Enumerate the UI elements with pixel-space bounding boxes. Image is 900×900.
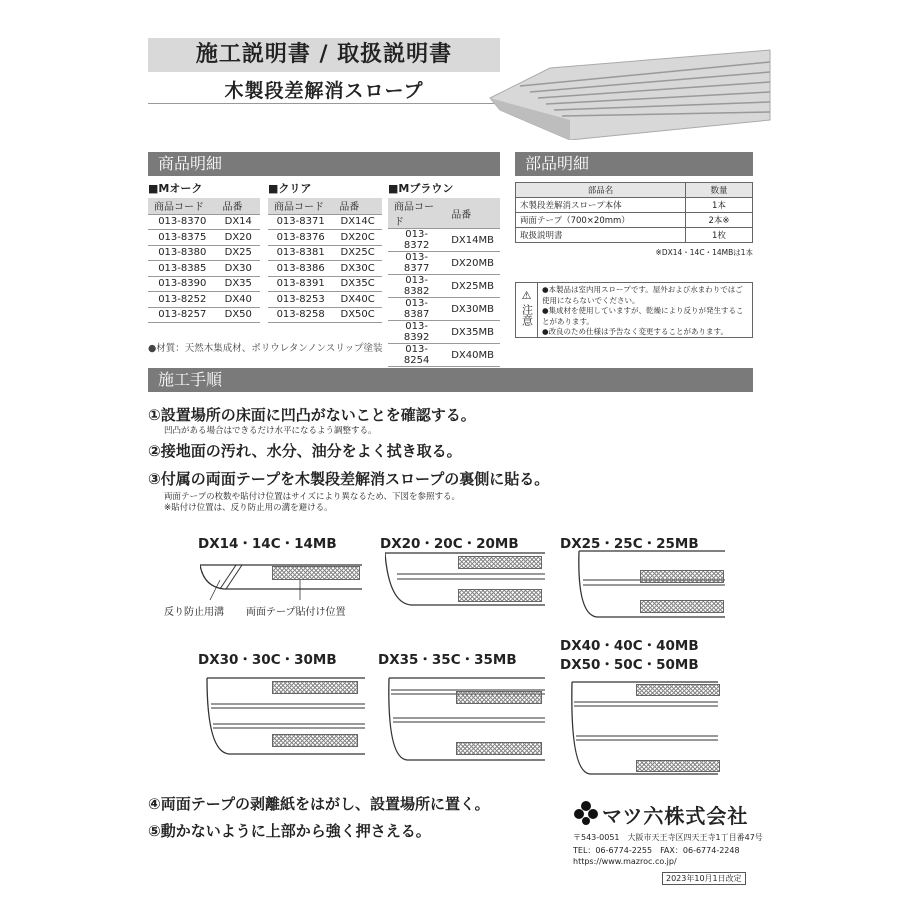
- cell: DX35MB: [445, 321, 500, 344]
- product-group-clear: [268, 180, 382, 323]
- col-part: 品番: [445, 198, 500, 229]
- cell: DX20: [217, 230, 260, 246]
- product-table-oak: [148, 198, 260, 323]
- diagram-label-dx30: DX30・30C・30MB: [198, 652, 337, 668]
- table-row: [388, 321, 500, 344]
- company-name: マツ六株式会社: [602, 804, 749, 828]
- revision-date: 2023年10月1日改定: [662, 872, 746, 885]
- table-row: [388, 229, 500, 252]
- tape-position-dx25-1: [640, 570, 724, 583]
- cell: DX40MB: [445, 344, 500, 367]
- diagram-label-dx14: DX14・14C・14MB: [198, 536, 337, 552]
- table-row: [148, 261, 260, 277]
- col-part: 品番: [217, 198, 260, 214]
- cell: 013-8387: [388, 298, 445, 321]
- group-title: ■Mブラウン: [388, 182, 454, 195]
- cell: DX25C: [333, 245, 382, 261]
- tape-position-dx30-2: [272, 734, 358, 747]
- cell: 013-8385: [148, 261, 217, 277]
- cell: 013-8392: [388, 321, 445, 344]
- caution-item: ●集成材を使用していますが、乾燥により反りが発生することがあります。: [542, 306, 744, 326]
- cell: 013-8382: [388, 275, 445, 298]
- cell: 013-8258: [268, 307, 333, 323]
- product-group-brown: [388, 180, 500, 390]
- step-1-note: 凹凸がある場合はできるだけ水平になるよう調整する。: [164, 426, 377, 436]
- step-2: ②接地面の汚れ、水分、油分をよく拭き取る。: [148, 442, 462, 460]
- cell: 013-8370: [148, 214, 217, 230]
- tape-position-dx30-1: [272, 681, 358, 694]
- product-table-clear: [268, 198, 382, 323]
- cell: DX14: [217, 214, 260, 230]
- group-title: ■クリア: [268, 182, 312, 195]
- table-row: [148, 214, 260, 230]
- caution-label: [516, 283, 538, 337]
- tape-position-dx20-1: [458, 556, 542, 569]
- cell: 013-8375: [148, 230, 217, 246]
- label-tape: 両面テープ貼付け位置: [246, 607, 346, 618]
- company-address: 〒543-0051 大阪市天王寺区四天王寺1丁目番47号: [573, 833, 763, 842]
- col-part-name: 部品名: [516, 183, 686, 198]
- cell: DX25: [217, 245, 260, 261]
- table-row: [388, 252, 500, 275]
- cell: 013-8257: [148, 307, 217, 323]
- cell: 013-8381: [268, 245, 333, 261]
- parts-table: [515, 182, 753, 243]
- col-part: 品番: [333, 198, 382, 214]
- tape-position-dx25-2: [640, 600, 724, 613]
- table-row: [148, 230, 260, 246]
- cell: 013-8252: [148, 292, 217, 308]
- diagram-label-dx35: DX35・35C・35MB: [378, 652, 517, 668]
- cell: 013-8377: [388, 252, 445, 275]
- diagram-label-dx25: DX25・25C・25MB: [560, 536, 699, 552]
- warning-icon: ⚠: [521, 289, 532, 302]
- subtitle-rule: [148, 103, 500, 104]
- col-code: 商品コード: [388, 198, 445, 229]
- tape-position-dx40-1: [636, 684, 720, 696]
- group-title: ■Mオーク: [148, 182, 203, 195]
- col-qty: 数量: [686, 183, 753, 198]
- step-3: ③付属の両面テープを木製段差解消スロープの裏側に貼る。: [148, 470, 550, 488]
- table-row: [148, 245, 260, 261]
- cell: 両面テープ（700×20mm）: [516, 213, 686, 228]
- table-row: [268, 230, 382, 246]
- cell: DX14C: [333, 214, 382, 230]
- cell: 013-8390: [148, 276, 217, 292]
- cell: DX14MB: [445, 229, 500, 252]
- table-row: [148, 276, 260, 292]
- caution-item: ●改良のため仕様は予告なく変更することがあります。: [542, 327, 728, 336]
- diagram-label-dx20: DX20・20C・20MB: [380, 536, 519, 552]
- table-row: [268, 245, 382, 261]
- material-note: ●材質：天然木集成材、ポリウレタンノンスリップ塗装: [148, 343, 383, 354]
- cell: 2本※: [686, 213, 753, 228]
- cell: DX35: [217, 276, 260, 292]
- cell: DX30C: [333, 261, 382, 277]
- cell: 013-8372: [388, 229, 445, 252]
- table-row: [268, 292, 382, 308]
- products-section-header: 商品明細: [148, 152, 500, 176]
- table-row: [516, 213, 753, 228]
- table-row: [268, 276, 382, 292]
- document-title: 施工説明書 / 取扱説明書: [148, 38, 500, 72]
- tape-position-dx20-2: [458, 589, 542, 602]
- caution-item: ●本製品は室内用スロープです。屋外および水まわりではご使用にならないでください。: [542, 285, 743, 305]
- cell: DX30: [217, 261, 260, 277]
- cell: 1本: [686, 198, 753, 213]
- step-3-note-2: ※貼付け位置は、反り防止用の溝を避ける。: [164, 503, 333, 513]
- table-row: [268, 307, 382, 323]
- col-code: 商品コード: [148, 198, 217, 214]
- caution-text: 注意: [520, 304, 534, 326]
- cell: 013-8391: [268, 276, 333, 292]
- cell: 013-8376: [268, 230, 333, 246]
- company-tel-fax: TEL：06-6774-2255 FAX：06-6774-2248: [573, 846, 740, 855]
- cell: DX40: [217, 292, 260, 308]
- cell: DX50: [217, 307, 260, 323]
- table-row: [148, 292, 260, 308]
- product-table-brown: [388, 198, 500, 390]
- slope-product-image: [480, 20, 780, 140]
- cell: 1枚: [686, 228, 753, 243]
- cell: 013-8380: [148, 245, 217, 261]
- cell: DX30MB: [445, 298, 500, 321]
- table-row: [388, 344, 500, 367]
- tape-position-dx40-2: [636, 760, 720, 772]
- company-logo-icon: [573, 800, 599, 826]
- table-row: [516, 228, 753, 243]
- step-3-note-1: 両面テープの枚数や貼付け位置はサイズにより異なるため、下図を参照する。: [164, 492, 461, 502]
- step-5: ⑤動かないように上部から強く押さえる。: [148, 822, 431, 840]
- cell: 013-8254: [388, 344, 445, 367]
- table-row: [516, 198, 753, 213]
- diagram-label-dx50: DX50・50C・50MB: [560, 657, 699, 673]
- cell: 木製段差解消スロープ本体: [516, 198, 686, 213]
- parts-footnote: ※DX14・14C・14MBは1本: [655, 248, 753, 257]
- product-group-oak: [148, 180, 260, 323]
- cell: DX40C: [333, 292, 382, 308]
- caution-box: [515, 282, 753, 338]
- step-1: ①設置場所の床面に凹凸がないことを確認する。: [148, 406, 476, 424]
- company-url[interactable]: https://www.mazroc.co.jp/: [573, 857, 677, 866]
- tape-position-dx35-2: [456, 742, 542, 755]
- cell: DX20C: [333, 230, 382, 246]
- cell: DX25MB: [445, 275, 500, 298]
- step-4: ④両面テープの剥離紙をはがし、設置場所に置く。: [148, 795, 490, 813]
- document-subtitle: 木製段差解消スロープ: [224, 80, 424, 102]
- cell: 013-8386: [268, 261, 333, 277]
- table-row: [268, 214, 382, 230]
- label-groove: 反り防止用溝: [164, 607, 224, 618]
- table-row: [148, 307, 260, 323]
- procedure-section-header: 施工手順: [148, 368, 753, 392]
- table-row: [388, 275, 500, 298]
- cell: DX20MB: [445, 252, 500, 275]
- cell: 013-8371: [268, 214, 333, 230]
- cell: DX50C: [333, 307, 382, 323]
- cell: DX35C: [333, 276, 382, 292]
- tape-position-dx35-1: [456, 691, 542, 704]
- col-code: 商品コード: [268, 198, 333, 214]
- diagram-label-dx40: DX40・40C・40MB: [560, 638, 699, 654]
- cell: 013-8253: [268, 292, 333, 308]
- table-row: [268, 261, 382, 277]
- caution-list: [542, 285, 748, 338]
- table-row: [388, 298, 500, 321]
- cell: 取扱説明書: [516, 228, 686, 243]
- parts-section-header: 部品明細: [515, 152, 753, 176]
